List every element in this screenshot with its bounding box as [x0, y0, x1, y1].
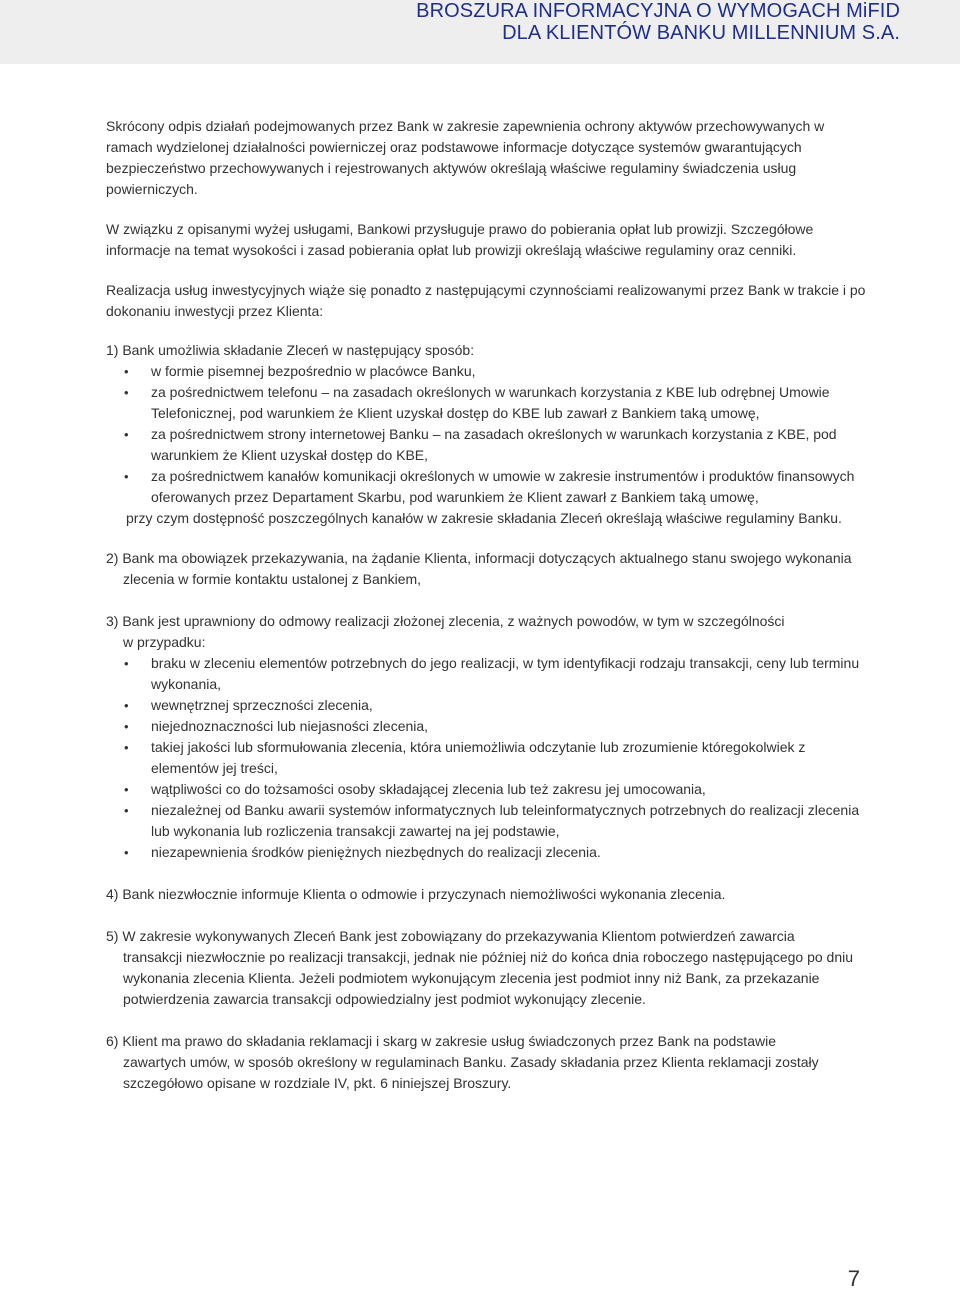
title-line-1: BROSZURA INFORMACYJNA O WYMOGACH MiFID: [416, 0, 900, 22]
list-item: • za pośrednictwem telefonu – na zasadach określonych w warunkach korzystania z KBE lub odrębnej Umowie Telefonicznej, pod warunkiem że Klient uzyskał dostęp do KBE lub zawarł z Bankiem taką umowę,: [106, 382, 866, 424]
item-3-first: 3) Bank jest uprawniony do odmowy realizacji złożonej zlecenia, z ważnych powodów, w tym w szczególności: [106, 613, 785, 629]
list-item: • niezapewnienia środków pieniężnych niezbędnych do realizacji zlecenia.: [106, 842, 866, 863]
item-5-first: 5) W zakresie wykonywanych Zleceń Bank jest zobowiązany do przekazywania Klientom potwierdzeń zawarcia: [106, 928, 795, 944]
item-6: [106, 1031, 866, 1094]
item-2-rest: zlecenia w formie kontaktu ustalonej z Bankiem,: [123, 571, 422, 587]
item-4-first: 4) Bank niezwłocznie informuje Klienta o odmowie i przyczynach niemożliwości wykonania zlecenia.: [106, 886, 726, 902]
document-title: [416, 0, 900, 44]
item-3: [106, 611, 866, 863]
item-5: [106, 926, 866, 1010]
list-item: • niejednoznaczności lub niejasności zlecenia,: [106, 716, 866, 737]
intro-paragraph-1: Skrócony odpis działań podejmowanych przez Bank w zakresie zapewnienia ochrony aktywów przechowywanych w ramach wydzielonej działalności powierniczej oraz podstawowe informacje dotyczące systemów gwarantujących bezpieczeństwo przechowywanych i rejestrowanych aktywów określają właściwe regulaminy świadczenia usług powierniczych.: [106, 118, 825, 197]
item-3-bullet-list: [106, 653, 866, 863]
intro-paragraph-2: W związku z opisanymi wyżej usługami, Bankowi przysługuje prawo do pobierania opłat lub prowizji. Szczegółowe informacje na temat wysokości i zasad pobierania opłat lub prowizji określają właściwe regulaminy oraz cenniki.: [106, 221, 814, 258]
item-4: [106, 884, 866, 905]
page-header: [0, 0, 960, 64]
item-1-bullet-list: [106, 361, 866, 508]
list-item: • wewnętrznej sprzeczności zlecenia,: [106, 695, 866, 716]
list-item: • wątpliwości co do tożsamości osoby składającej zlecenia lub też zakresu jej umocowania,: [106, 779, 866, 800]
item-2: [106, 548, 866, 590]
item-2-first: 2) Bank ma obowiązek przekazywania, na żądanie Klienta, informacji dotyczących aktualnego stanu swojego wykonania: [106, 550, 852, 566]
list-item: • za pośrednictwem kanałów komunikacji określonych w umowie w zakresie instrumentów i produktów finansowych oferowanych przez Departament Skarbu, pod warunkiem że Klient zawarł z Bankiem taką umowę,: [106, 466, 866, 508]
list-item: • za pośrednictwem strony internetowej Banku – na zasadach określonych w warunkach korzystania z KBE, pod warunkiem że Klient uzyskał dostęp do KBE,: [106, 424, 866, 466]
main-content: [106, 116, 866, 1115]
intro-paragraph-3: Realizacja usług inwestycyjnych wiąże się ponadto z następującymi czynnościami realizowanymi przez Bank w trakcie i po dokonaniu inwestycji przez Klienta:: [106, 282, 866, 319]
item-1-closing: przy czym dostępność poszczególnych kanałów w zakresie składania Zleceń określają właściwe regulaminy Banku.: [126, 510, 842, 526]
item-3-rest: w przypadku:: [123, 634, 206, 650]
item-6-first: 6) Klient ma prawo do składania reklamacji i skarg w zakresie usług świadczonych przez Bank na podstawie: [106, 1033, 776, 1049]
item-5-rest: transakcji niezwłocznie po realizacji transakcji, jednak nie później niż do końca dnia roboczego następującego po dniu wykonania zlecenia Klienta. Jeżeli podmiotem wykonującym zlecenia jest podmiot inny niż Bank, za przekazanie potwierdzenia zawarcia transakcji odpowiedzialny jest podmiot wykonujący zlecenie.: [123, 949, 853, 1007]
page-number: 7: [847, 1266, 860, 1291]
item-1-heading: 1) Bank umożliwia składanie Zleceń w następujący sposób:: [106, 342, 475, 358]
title-line-2: DLA KLIENTÓW BANKU MILLENNIUM S.A.: [502, 22, 900, 44]
list-item: • braku w zleceniu elementów potrzebnych do jego realizacji, w tym identyfikacji rodzaju transakcji, ceny lub terminu wykonania,: [106, 653, 866, 695]
list-item: • takiej jakości lub sformułowania zlecenia, która uniemożliwia odczytanie lub zrozumienie któregokolwiek z elementów jej treści,: [106, 737, 866, 779]
list-item: • w formie pisemnej bezpośrednio w placówce Banku,: [106, 361, 866, 382]
list-item: • niezależnej od Banku awarii systemów informatycznych lub teleinformatycznych potrzebnych do realizacji zlecenia lub wykonania lub rozliczenia transakcji zawartej na jej podstawie,: [106, 800, 866, 842]
item-6-rest: zawartych umów, w sposób określony w regulaminach Banku. Zasady składania przez Klienta reklamacji zostały szczegółowo opisane w rozdziale IV, pkt. 6 niniejszej Broszury.: [123, 1054, 819, 1091]
